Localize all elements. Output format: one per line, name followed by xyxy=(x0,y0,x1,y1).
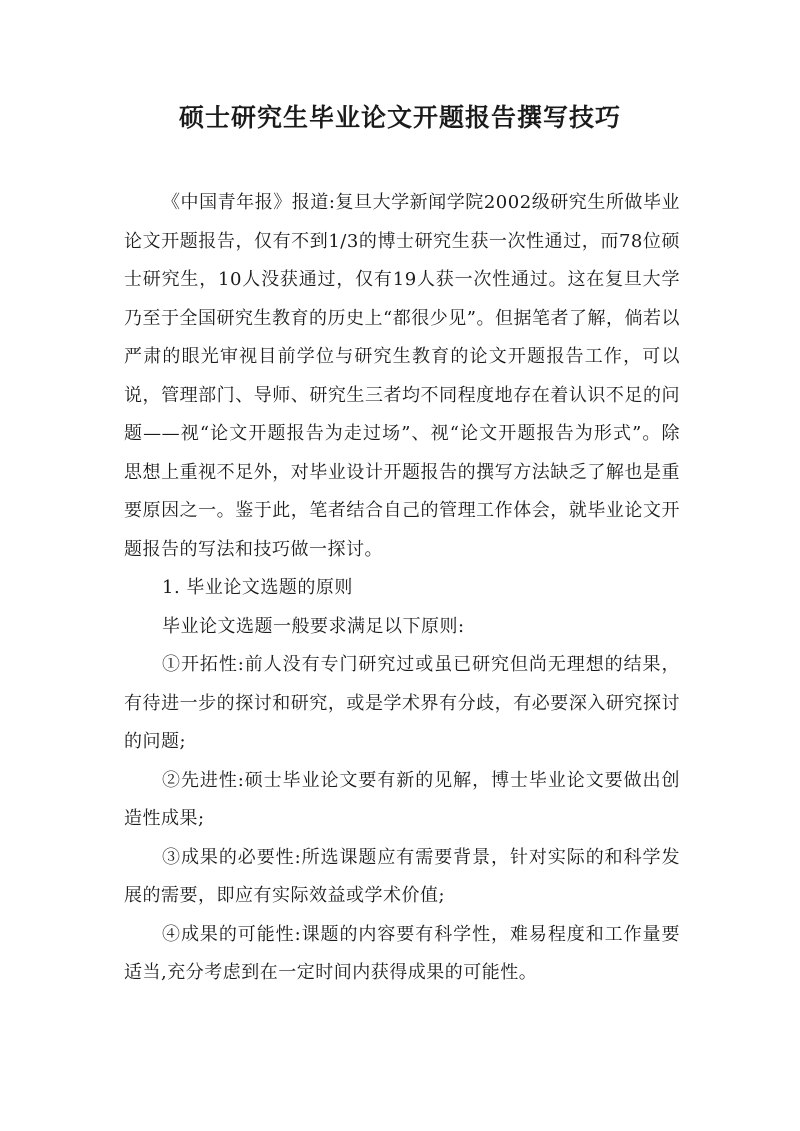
principle-item: ④成果的可能性:课题的内容要有科学性，难易程度和工作量要适当,充分考虑到在一定时间内获得成果的可能性。 xyxy=(124,923,680,983)
intro-paragraph: 《中国青年报》报道:复旦大学新闻学院2002级研究生所做毕业论文开题报告，仅有不到1/3的博士研究生获一次性通过，而78位硕士研究生，10人没获通过，仅有19人获一次性通过。这在复旦大学乃至于全国研究生教育的历史上“都很少见”。但据笔者了解，倘若以严肃的眼光审视目前学位与研究生教育的论文开题报告工作，可以说，管理部门、导师、研究生三者均不同程度地存在着认识不足的问题——视“论文开题报告为走过场”、视“论文开题报告为形式”。除思想上重视不足外，对毕业设计开题报告的撰写方法缺乏了解也是重要原因之一。鉴于此，笔者结合自己的管理工作体会，就毕业论文开题报告的写法和技巧做一探讨。 xyxy=(124,192,680,560)
principle-item: ②先进性:硕士毕业论文要有新的见解，博士毕业论文要做出创造性成果; xyxy=(124,769,680,829)
principles-intro: 毕业论文选题一般要求满足以下原则: xyxy=(162,615,465,637)
document-title: 硕士研究生毕业论文开题报告撰写技巧 xyxy=(178,103,621,132)
document-body xyxy=(124,184,680,993)
section-heading: 1. 毕业论文选题的原则 xyxy=(162,577,353,598)
principle-item: ③成果的必要性:所选课题应有需要背景，针对实际的和科学发展的需要，即应有实际效益或学术价值; xyxy=(124,846,680,906)
principle-item: ①开拓性:前人没有专门研究过或虽已研究但尚无理想的结果，有待进一步的探讨和研究，或是学术界有分歧，有必要深入研究探讨的问题; xyxy=(124,654,680,752)
